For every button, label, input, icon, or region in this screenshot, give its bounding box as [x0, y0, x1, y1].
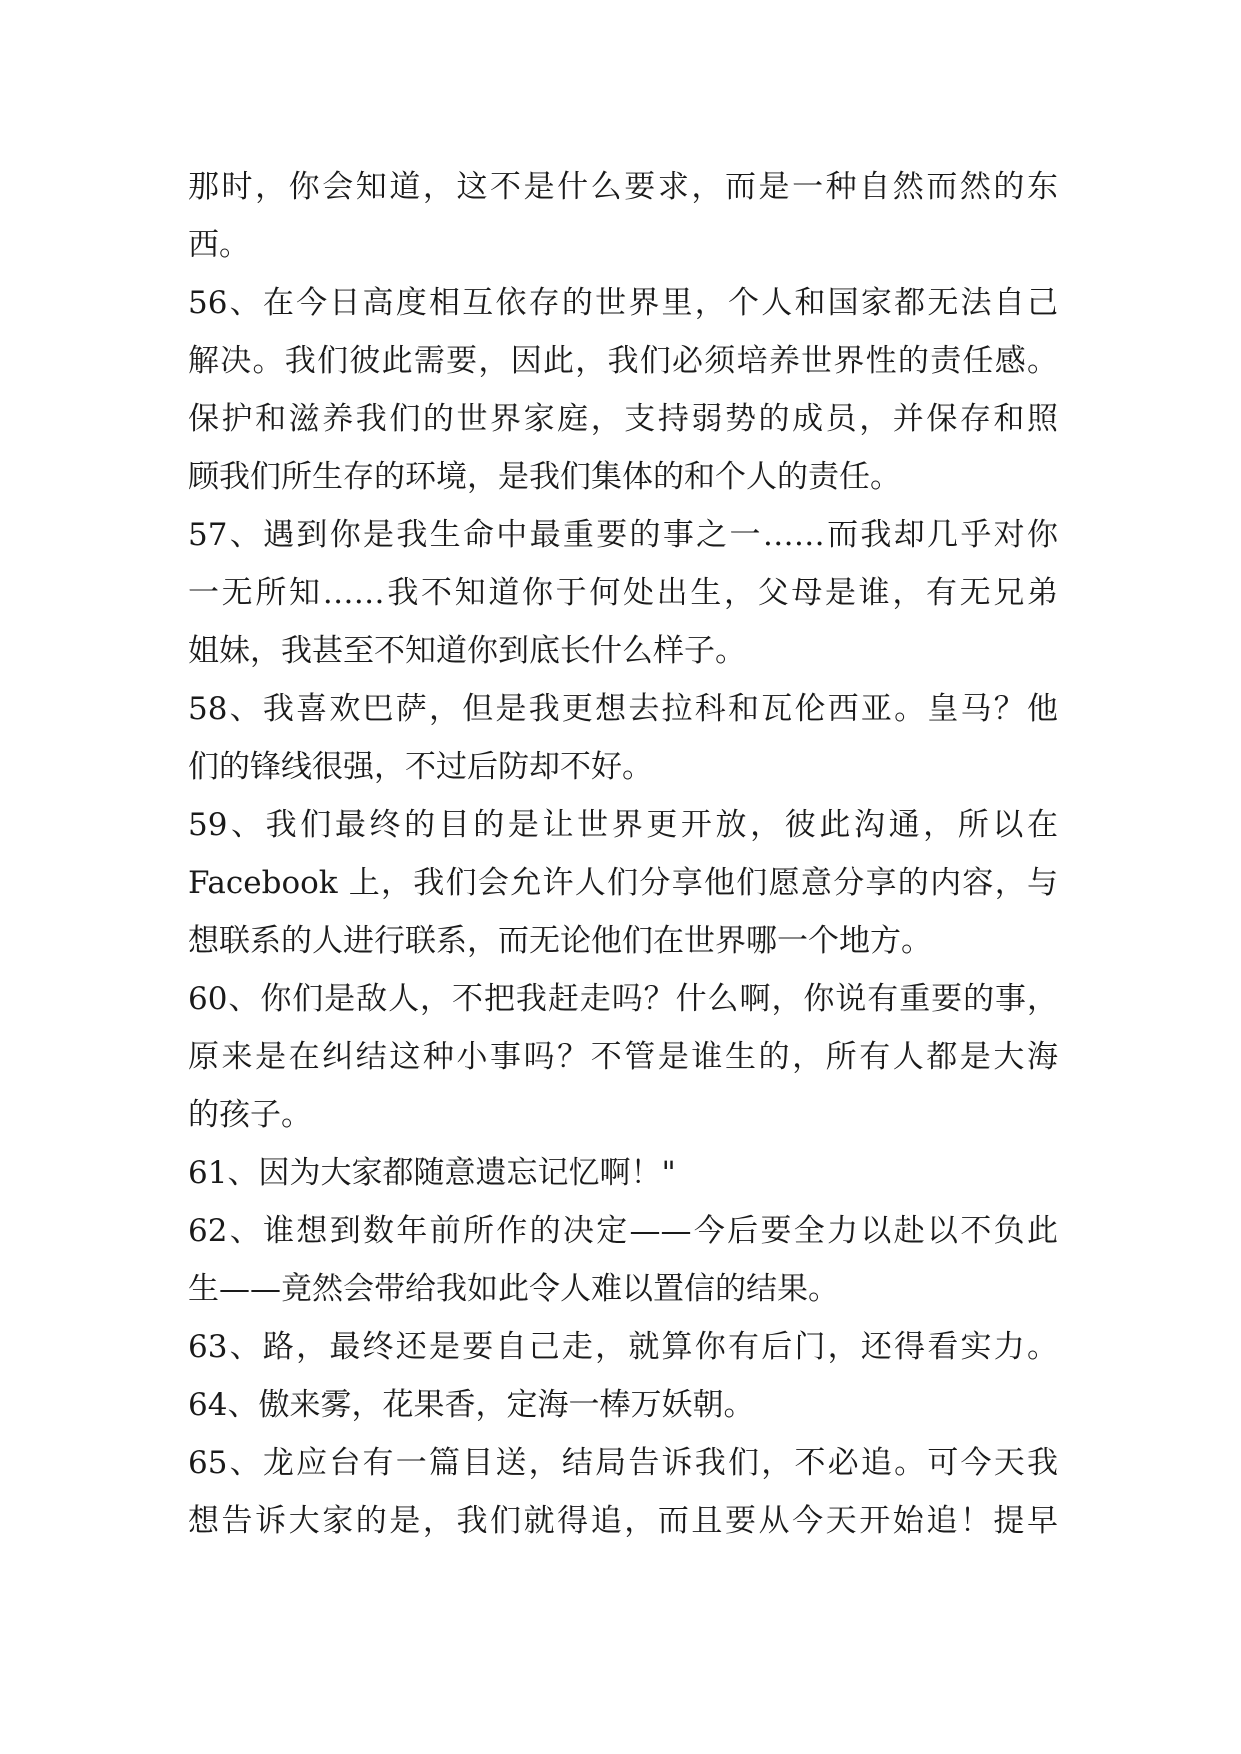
- text-line: 原来是在纠结这种小事吗？不管是谁生的，所有人都是大海: [188, 1039, 1058, 1075]
- text-line: 64、傲来雾，花果香，定海一棒万妖朝。: [188, 1387, 755, 1423]
- text-line: 62、谁想到数年前所作的决定——今后要全力以赴以不负此: [188, 1213, 1058, 1249]
- text-line: Facebook 上，我们会允许人们分享他们愿意分享的内容，与: [188, 865, 1058, 901]
- text-line: 56、在今日高度相互依存的世界里，个人和国家都无法自己: [188, 285, 1058, 321]
- text-line: 们的锋线很强，不过后防却不好。: [188, 749, 653, 785]
- text-line: 一无所知……我不知道你于何处出生，父母是谁，有无兄弟: [188, 575, 1058, 611]
- text-line: 61、因为大家都随意遗忘记忆啊！": [188, 1155, 676, 1191]
- text-line: 想告诉大家的是，我们就得追，而且要从今天开始追！提早: [188, 1503, 1058, 1539]
- text-line: 的孩子。: [188, 1097, 312, 1133]
- text-line: 那时，你会知道，这不是什么要求，而是一种自然而然的东: [188, 169, 1058, 205]
- text-line: 想联系的人进行联系，而无论他们在世界哪一个地方。: [188, 923, 932, 959]
- text-line: 57、遇到你是我生命中最重要的事之一……而我却几乎对你: [188, 517, 1058, 553]
- text-line: 解决。我们彼此需要，因此，我们必须培养世界性的责任感。: [188, 343, 1058, 379]
- text-line: 顾我们所生存的环境，是我们集体的和个人的责任。: [188, 459, 901, 495]
- text-line: 60、你们是敌人，不把我赶走吗？什么啊，你说有重要的事，: [188, 981, 1058, 1017]
- text-line: 姐妹，我甚至不知道你到底长什么样子。: [188, 633, 746, 669]
- text-line: 保护和滋养我们的世界家庭，支持弱势的成员，并保存和照: [188, 401, 1058, 437]
- text-line: 59、我们最终的目的是让世界更开放，彼此沟通，所以在: [188, 807, 1058, 843]
- text-line: 生——竟然会带给我如此令人难以置信的结果。: [188, 1271, 839, 1307]
- text-line: 63、路，最终还是要自己走，就算你有后门，还得看实力。: [188, 1329, 1058, 1365]
- text-line: 58、我喜欢巴萨，但是我更想去拉科和瓦伦西亚。皇马？他: [188, 691, 1058, 727]
- text-line: 西。: [188, 227, 250, 263]
- document-body: [188, 158, 1058, 1550]
- text-line: 65、龙应台有一篇目送，结局告诉我们，不必追。可今天我: [188, 1445, 1058, 1481]
